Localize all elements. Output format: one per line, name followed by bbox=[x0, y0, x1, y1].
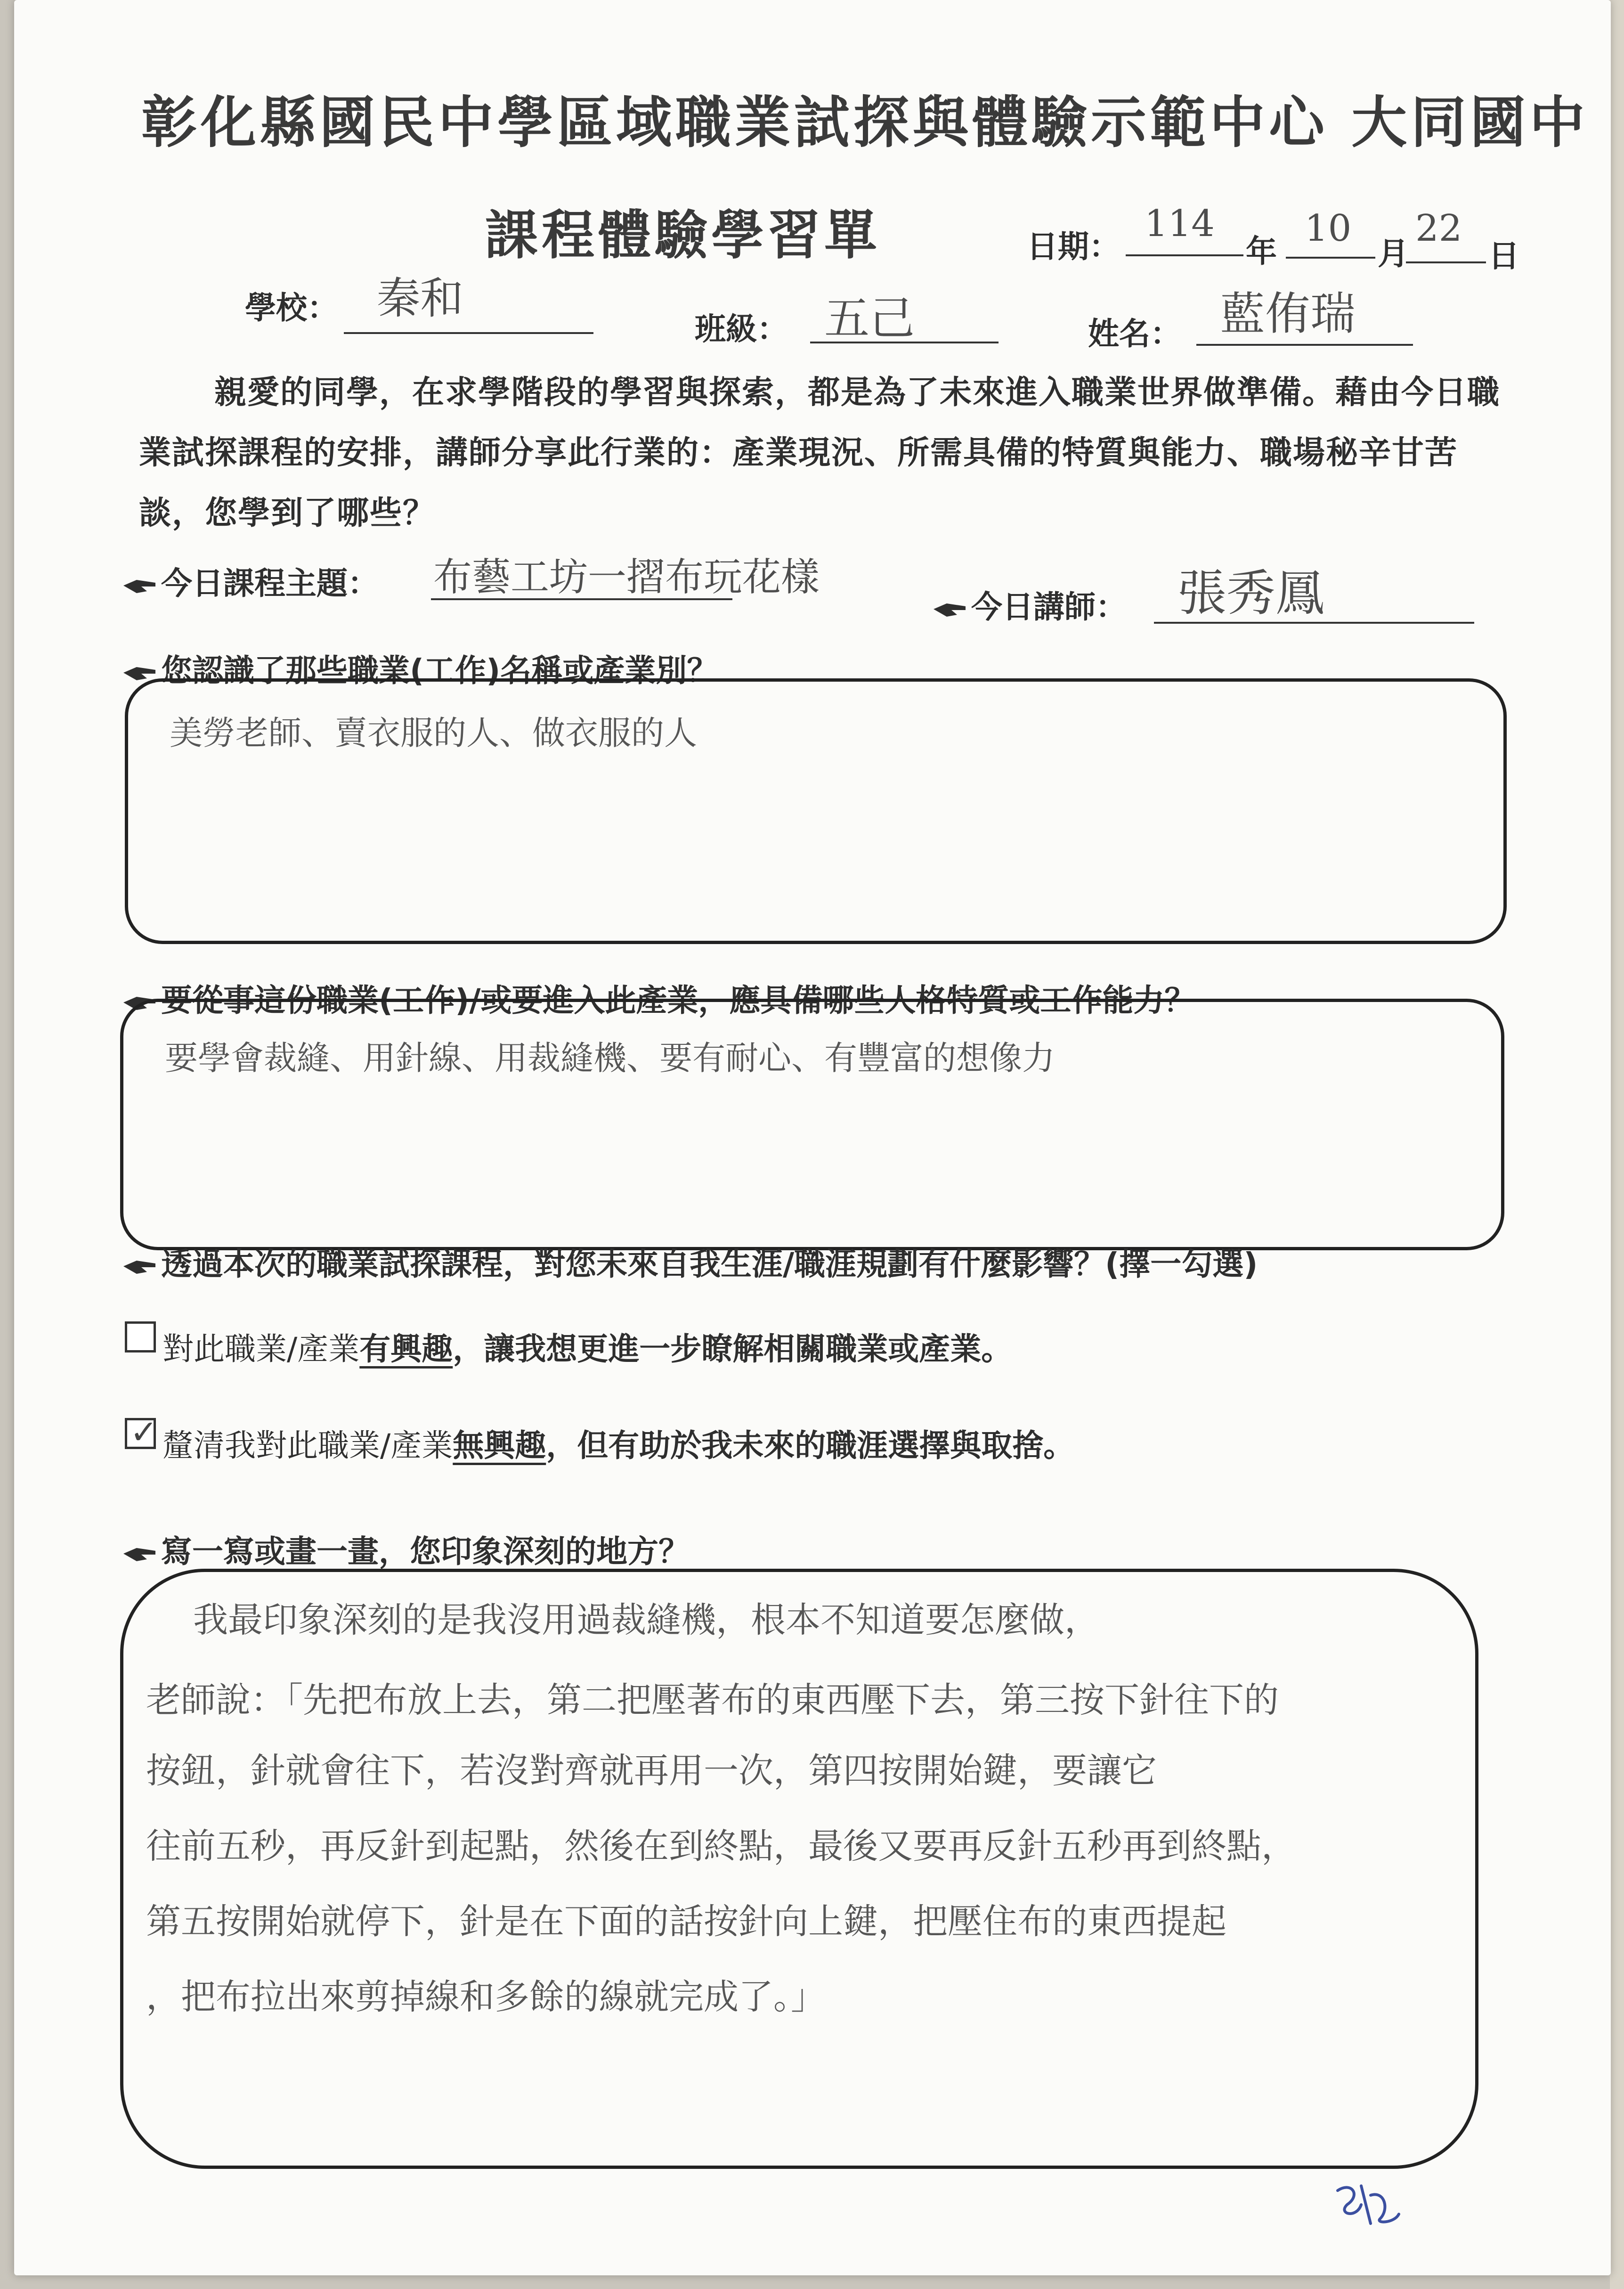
intro-paragraph: 親愛的同學，在求學階段的學習與探索，都是為了未來進入職業世界做準備。藉由今日職業試探課程的安排，講師分享此行業的：產業現況、所需具備的特質與能力、職場秘辛甘苦談，您學到了哪些？ bbox=[139, 374, 1501, 532]
story-line-2: 老師說：「先把布放上去，第二把壓著布的東西壓下去，第三按下針往下的 bbox=[146, 1680, 1279, 1720]
story-line-3: 按鈕，針就會往下，若沒對齊就再用一次，第四按開始鍵，要讓它 bbox=[146, 1751, 1157, 1791]
date-day: 22 bbox=[1415, 207, 1462, 250]
option-1-label: 對此職業/產業有興趣，讓我想更進一步瞭解相關職業或產業。 bbox=[162, 1331, 1013, 1367]
pointing-hand-icon bbox=[122, 1256, 157, 1277]
story-line-4: 往前五秒，再反針到起點，然後在到終點，最後又要再反針五秒再到終點， bbox=[146, 1826, 1296, 1866]
story-line-5: 第五按開始就停下，針是在下面的話按針向上鍵，把壓住布的東西提起 bbox=[146, 1901, 1226, 1942]
question-1: 您認識了那些職業(工作)名稱或產業別？ bbox=[122, 645, 718, 690]
school-label: 學校： bbox=[245, 290, 338, 326]
date-month-label: 月 bbox=[1378, 236, 1409, 272]
page-title: 彰化縣國民中學區域職業試探與體驗示範中心 大同國中 bbox=[141, 90, 1589, 155]
teacher-label: 今日講師： bbox=[933, 582, 1127, 627]
teacher-signature bbox=[1328, 2176, 1404, 2233]
date-label: 日期： bbox=[1027, 228, 1120, 265]
question-4: 寫一寫或畫一畫，您印象深刻的地方？ bbox=[122, 1526, 690, 1571]
worksheet-page bbox=[14, 0, 1611, 2275]
checkmark-icon: ✓ bbox=[130, 1413, 158, 1451]
teacher-value: 張秀鳳 bbox=[1177, 564, 1325, 622]
pointing-hand-icon bbox=[122, 575, 157, 596]
class-value: 五己 bbox=[824, 292, 915, 345]
pointing-hand-icon bbox=[122, 1543, 157, 1564]
date-day-label: 日 bbox=[1488, 238, 1519, 274]
date-year: 114 bbox=[1145, 203, 1215, 245]
option-2-checkbox[interactable] bbox=[125, 1413, 158, 1451]
date-month: 10 bbox=[1305, 207, 1352, 250]
option-2-label: 釐清我對此職業/產業無興趣，但有助於我未來的職涯選擇與取捨。 bbox=[162, 1427, 1075, 1464]
school-value: 秦和 bbox=[377, 273, 464, 324]
answer-1-text: 美勞老師、賣衣服的人、做衣服的人 bbox=[170, 714, 697, 752]
pointing-hand-icon bbox=[933, 599, 967, 619]
story-line-1: 我最印象深刻的是我沒用過裁縫機，根本不知道要怎麼做， bbox=[193, 1600, 1099, 1640]
name-label: 姓名： bbox=[1088, 316, 1181, 352]
story-line-6: ，把布拉出來剪掉線和多餘的線就完成了。」 bbox=[146, 1977, 826, 2017]
answer-box-4[interactable] bbox=[120, 1569, 1478, 2169]
option-1-checkbox[interactable] bbox=[125, 1321, 156, 1352]
class-label: 班級： bbox=[695, 311, 788, 347]
name-value: 藍侑瑞 bbox=[1220, 287, 1356, 340]
course-topic-value: 布藝工坊一摺布玩花樣 bbox=[433, 555, 820, 600]
question-2: 要從事這份職業(工作)/或要進入此產業，應具備哪些人格特質或工作能力？ bbox=[122, 975, 1195, 1020]
date-year-label: 年 bbox=[1246, 233, 1277, 269]
page-subtitle: 課程體驗學習單 bbox=[485, 205, 881, 266]
course-topic-label: 今日課程主題： bbox=[122, 558, 379, 603]
answer-2-text: 要學會裁縫、用針線、用裁縫機、要有耐心、有豐富的想像力 bbox=[165, 1039, 1055, 1077]
question-3: 透過本次的職業試探課程，對您未來自我生涯/職涯規劃有什麼影響？(擇一勾選) bbox=[122, 1239, 1258, 1284]
background-edge bbox=[1610, 0, 1624, 2289]
